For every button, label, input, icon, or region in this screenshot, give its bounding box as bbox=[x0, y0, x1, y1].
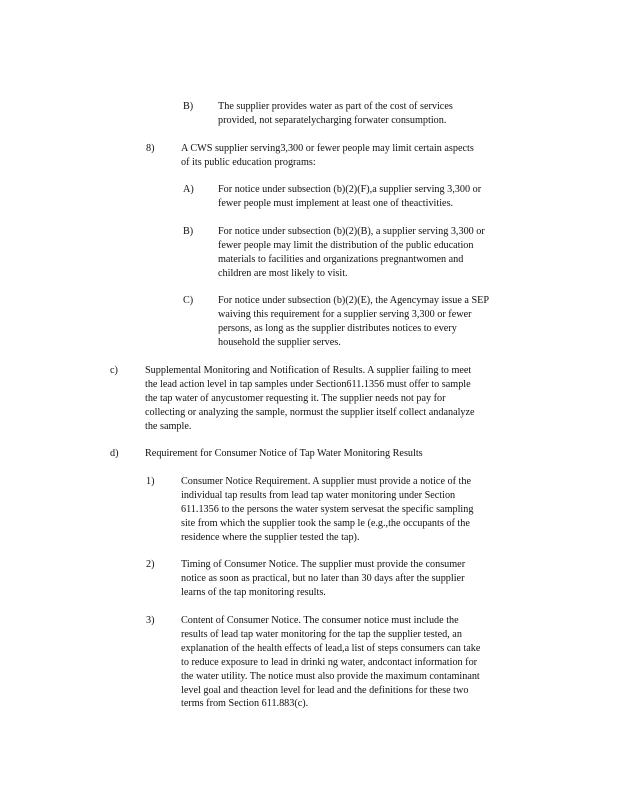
text-line: site from which the supplier took the samp le (e.g.,the occupants of the bbox=[181, 517, 470, 529]
item-heading-d bbox=[145, 447, 533, 461]
text-line: notice as soon as practical, but no later than 30 days after the supplier bbox=[181, 572, 465, 584]
text-line: level goal and theaction level for lead and the definitions for these two bbox=[181, 684, 469, 696]
item-text-8b bbox=[218, 225, 532, 281]
text-line: the water utility. The notice must also provide the maximum contaminant bbox=[181, 670, 480, 682]
item-label-d3: 3) bbox=[146, 615, 155, 626]
text-line: explanation of the health effects of lead,a list of steps consumers can take bbox=[181, 642, 481, 654]
text-line: terms from Section 611.883(c). bbox=[181, 698, 309, 710]
item-label-8b: B) bbox=[183, 226, 194, 237]
text-line: to reduce exposure to lead in drinki ng water, andcontact information for bbox=[181, 656, 478, 668]
text-line: Content of Consumer Notice. The consumer notice must include the bbox=[181, 615, 459, 626]
item-label-d: d) bbox=[110, 448, 119, 459]
text-line: For notice under subsection (b)(2)(F),a supplier serving 3,300 or bbox=[218, 184, 482, 195]
text-line: collecting or analyzing the sample, normust the supplier itself collect andanalyze bbox=[145, 406, 475, 418]
item-text-d1 bbox=[181, 475, 529, 545]
text-line: materials to facilities and organizations pregnantwomen and bbox=[218, 253, 464, 265]
item-label-8a: A) bbox=[183, 184, 194, 195]
text-line: residence where the supplier tested the tap). bbox=[181, 531, 360, 543]
text-line: Timing of Consumer Notice. The supplier must provide the consumer bbox=[181, 559, 466, 570]
item-text-d3 bbox=[181, 614, 531, 711]
text-line: of its public education programs: bbox=[181, 156, 316, 168]
item-label-8c: C) bbox=[183, 295, 194, 306]
item-label-d2: 2) bbox=[146, 559, 155, 570]
text-line: waiving this requirement for a supplier serving 3,300 or fewer bbox=[218, 308, 472, 320]
item-text-c bbox=[145, 364, 533, 434]
item-text-d2 bbox=[181, 558, 515, 600]
text-line: fewer people must implement at least one of theactivities. bbox=[218, 197, 454, 209]
item-label-b-top: B) bbox=[183, 101, 194, 112]
text-line: results of lead tap water monitoring for the tap the supplier tested, an bbox=[181, 628, 462, 640]
item-text-b-top bbox=[218, 100, 490, 128]
text-line: individual tap results from lead tap water monitoring under Section bbox=[181, 489, 456, 501]
item-label-c: c) bbox=[110, 365, 118, 376]
item-label-d1: 1) bbox=[146, 476, 155, 487]
text-line: 611.1356 to the persons the water system servesat the specific sampling bbox=[181, 503, 474, 515]
text-line: household the supplier serves. bbox=[218, 336, 341, 348]
text-line: persons, as long as the supplier distributes notices to every bbox=[218, 322, 457, 334]
text-line: the lead action level in tap samples under Section611.1356 must offer to sample bbox=[145, 378, 471, 390]
text-line: learns of the tap monitoring results. bbox=[181, 586, 326, 598]
text-line: fewer people may limit the distribution of the public education bbox=[218, 239, 474, 251]
text-line: Consumer Notice Requirement. A supplier must provide a notice of the bbox=[181, 476, 471, 487]
text-line: For notice under subsection (b)(2)(E), the Agencymay issue a SEP bbox=[218, 295, 490, 306]
text-line: the sample. bbox=[145, 420, 192, 432]
item-text-8a bbox=[218, 183, 530, 211]
text-line: A CWS supplier serving3,300 or fewer people may limit certain aspects bbox=[181, 143, 474, 154]
text-line: The supplier provides water as part of the cost of services bbox=[218, 101, 453, 112]
item-label-8: 8) bbox=[146, 143, 155, 154]
text-line: Requirement for Consumer Notice of Tap Water Monitoring Results bbox=[145, 448, 423, 459]
text-line: children are most likely to visit. bbox=[218, 267, 348, 279]
text-line: For notice under subsection (b)(2)(B), a supplier serving 3,300 or bbox=[218, 226, 485, 237]
text-line: provided, not separatelycharging forwater consumption. bbox=[218, 114, 447, 126]
text-line: the tap water of anycustomer requesting it. The supplier needs not pay for bbox=[145, 392, 446, 404]
item-text-8c bbox=[218, 294, 536, 350]
text-line: Supplemental Monitoring and Notification of Results. A supplier failing to meet bbox=[145, 365, 472, 376]
item-text-8 bbox=[181, 142, 525, 170]
